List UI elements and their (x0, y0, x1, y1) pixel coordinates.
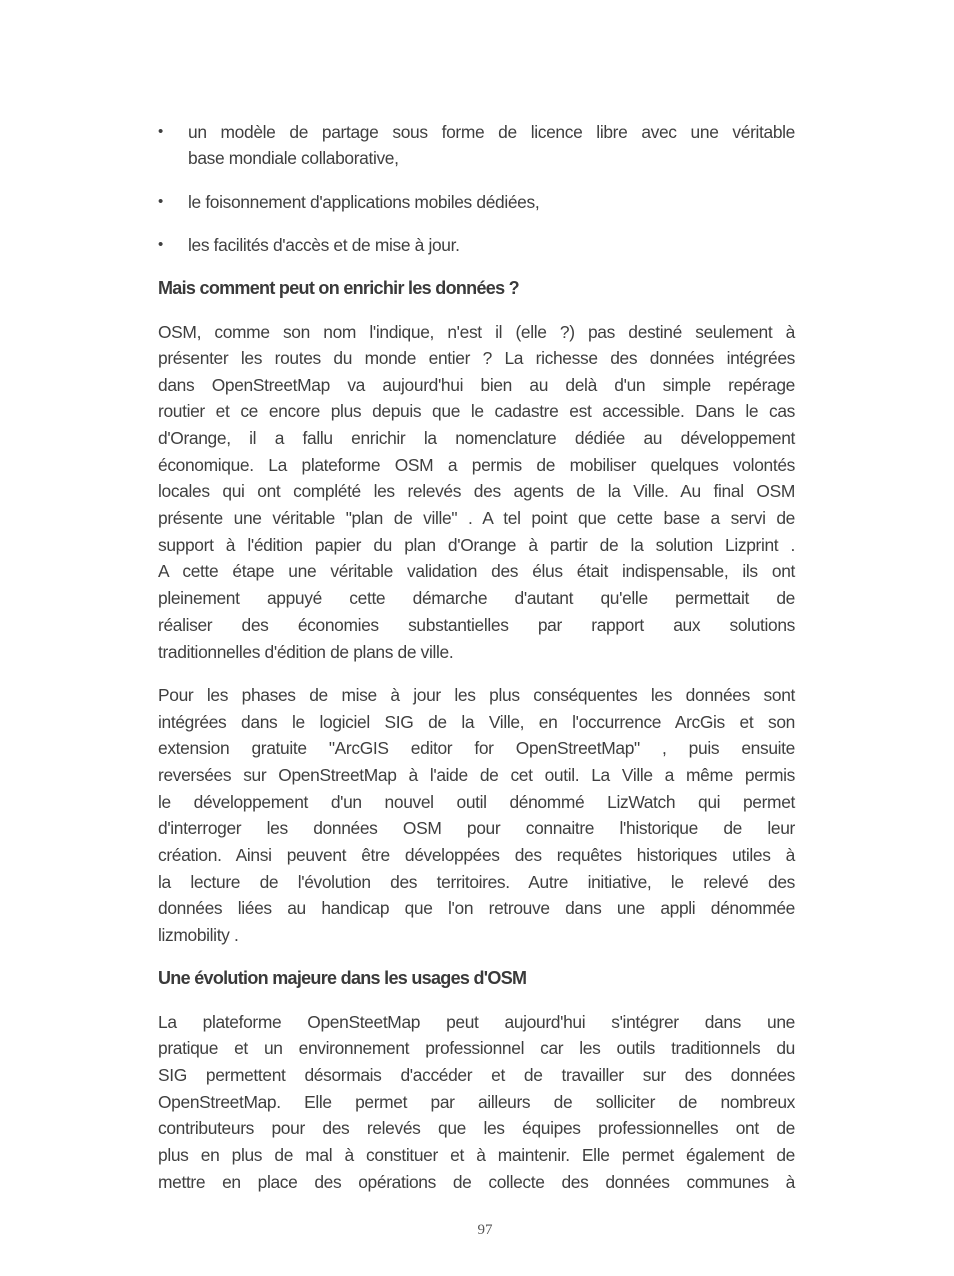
paragraph-line: réaliser des économies substantielles par rapport aux solutions (158, 615, 795, 635)
paragraph-line: le développement d'un nouvel outil dénommé LizWatch qui permet (158, 792, 795, 812)
bullet-item-1-line-2: base mondiale collaborative, (188, 148, 399, 168)
paragraph-line: traditionnelles d'édition de plans de ville. (158, 642, 454, 662)
section-heading-enrich-data: Mais comment peut on enrichir les données ? (158, 278, 519, 298)
paragraph-line: présenter les routes du monde entier ? La richesse des données intégrées (158, 348, 795, 368)
bullet-marker: • (158, 123, 164, 140)
paragraph-line: contributeurs pour des relevés que les équipes professionnelles ont de (158, 1118, 795, 1138)
paragraph-line: routier et ce encore plus depuis que le cadastre est accessible. Dans le cas (158, 401, 795, 421)
paragraph-line: A cette étape une véritable validation des élus était indispensable, ils ont (158, 561, 795, 581)
paragraph-line: Pour les phases de mise à jour les plus conséquentes les données sont (158, 685, 795, 705)
paragraph-line: économique. La plateforme OSM a permis de mobiliser quelques volontés (158, 455, 795, 475)
paragraph-line: mettre en place des opérations de collecte des données communes à (158, 1172, 795, 1192)
section-heading-osm-evolution: Une évolution majeure dans les usages d'OSM (158, 968, 527, 988)
paragraph-line: données liées au handicap que l'on retrouve dans une appli dénommée (158, 898, 795, 918)
paragraph-line: plus en plus de mal à constituer et à maintenir. Elle permet également de (158, 1145, 795, 1165)
paragraph-line: locales qui ont complété les relevés des agents de la Ville. Au final OSM (158, 481, 795, 501)
paragraph-line: la lecture de l'évolution des territoires. Autre initiative, le relevé des (158, 872, 795, 892)
paragraph-line: intégrées dans le logiciel SIG de la Ville, en l'occurrence ArcGis et son (158, 712, 795, 732)
bullet-item-1-line-1: un modèle de partage sous forme de licence libre avec une véritable (188, 122, 795, 142)
paragraph-line: d'interroger les données OSM pour connaitre l'historique de leur (158, 818, 795, 838)
paragraph-line: SIG permettent désormais d'accéder et de travailler sur des données (158, 1065, 795, 1085)
paragraph-line: pratique et un environnement professionnel car les outils traditionnels du (158, 1038, 795, 1058)
paragraph-line: présente une véritable "plan de ville" . A tel point que cette base a servi de (158, 508, 795, 528)
bullet-item-2: le foisonnement d'applications mobiles dédiées, (188, 192, 540, 212)
paragraph-line: d'Orange, il a fallu enrichir la nomenclature dédiée au développement (158, 428, 795, 448)
paragraph-line: lizmobility . (158, 925, 239, 945)
bullet-item-3: les facilités d'accès et de mise à jour. (188, 235, 460, 255)
paragraph-line: La plateforme OpenSteetMap peut aujourd'hui s'intégrer dans une (158, 1012, 795, 1032)
paragraph-line: dans OpenStreetMap va aujourd'hui bien au delà d'un simple repérage (158, 375, 795, 395)
paragraph-line: création. Ainsi peuvent être développées des requêtes historiques utiles à (158, 845, 795, 865)
bullet-marker: • (158, 193, 164, 210)
paragraph-line: OpenStreetMap. Elle permet par ailleurs de solliciter de nombreux (158, 1092, 795, 1112)
paragraph-line: support à l'édition papier du plan d'Orange à partir de la solution Lizprint . (158, 535, 795, 555)
paragraph-line: reversées sur OpenStreetMap à l'aide de cet outil. La Ville a même permis (158, 765, 795, 785)
paragraph-line: OSM, comme son nom l'indique, n'est il (elle ?) pas destiné seulement à (158, 322, 795, 342)
paragraph-line: extension gratuite "ArcGIS editor for OpenStreetMap" , puis ensuite (158, 738, 795, 758)
paragraph-line: pleinement appuyé cette démarche d'autant qu'elle permettait de (158, 588, 795, 608)
page-number: 97 (477, 1222, 493, 1238)
bullet-marker: • (158, 236, 164, 253)
